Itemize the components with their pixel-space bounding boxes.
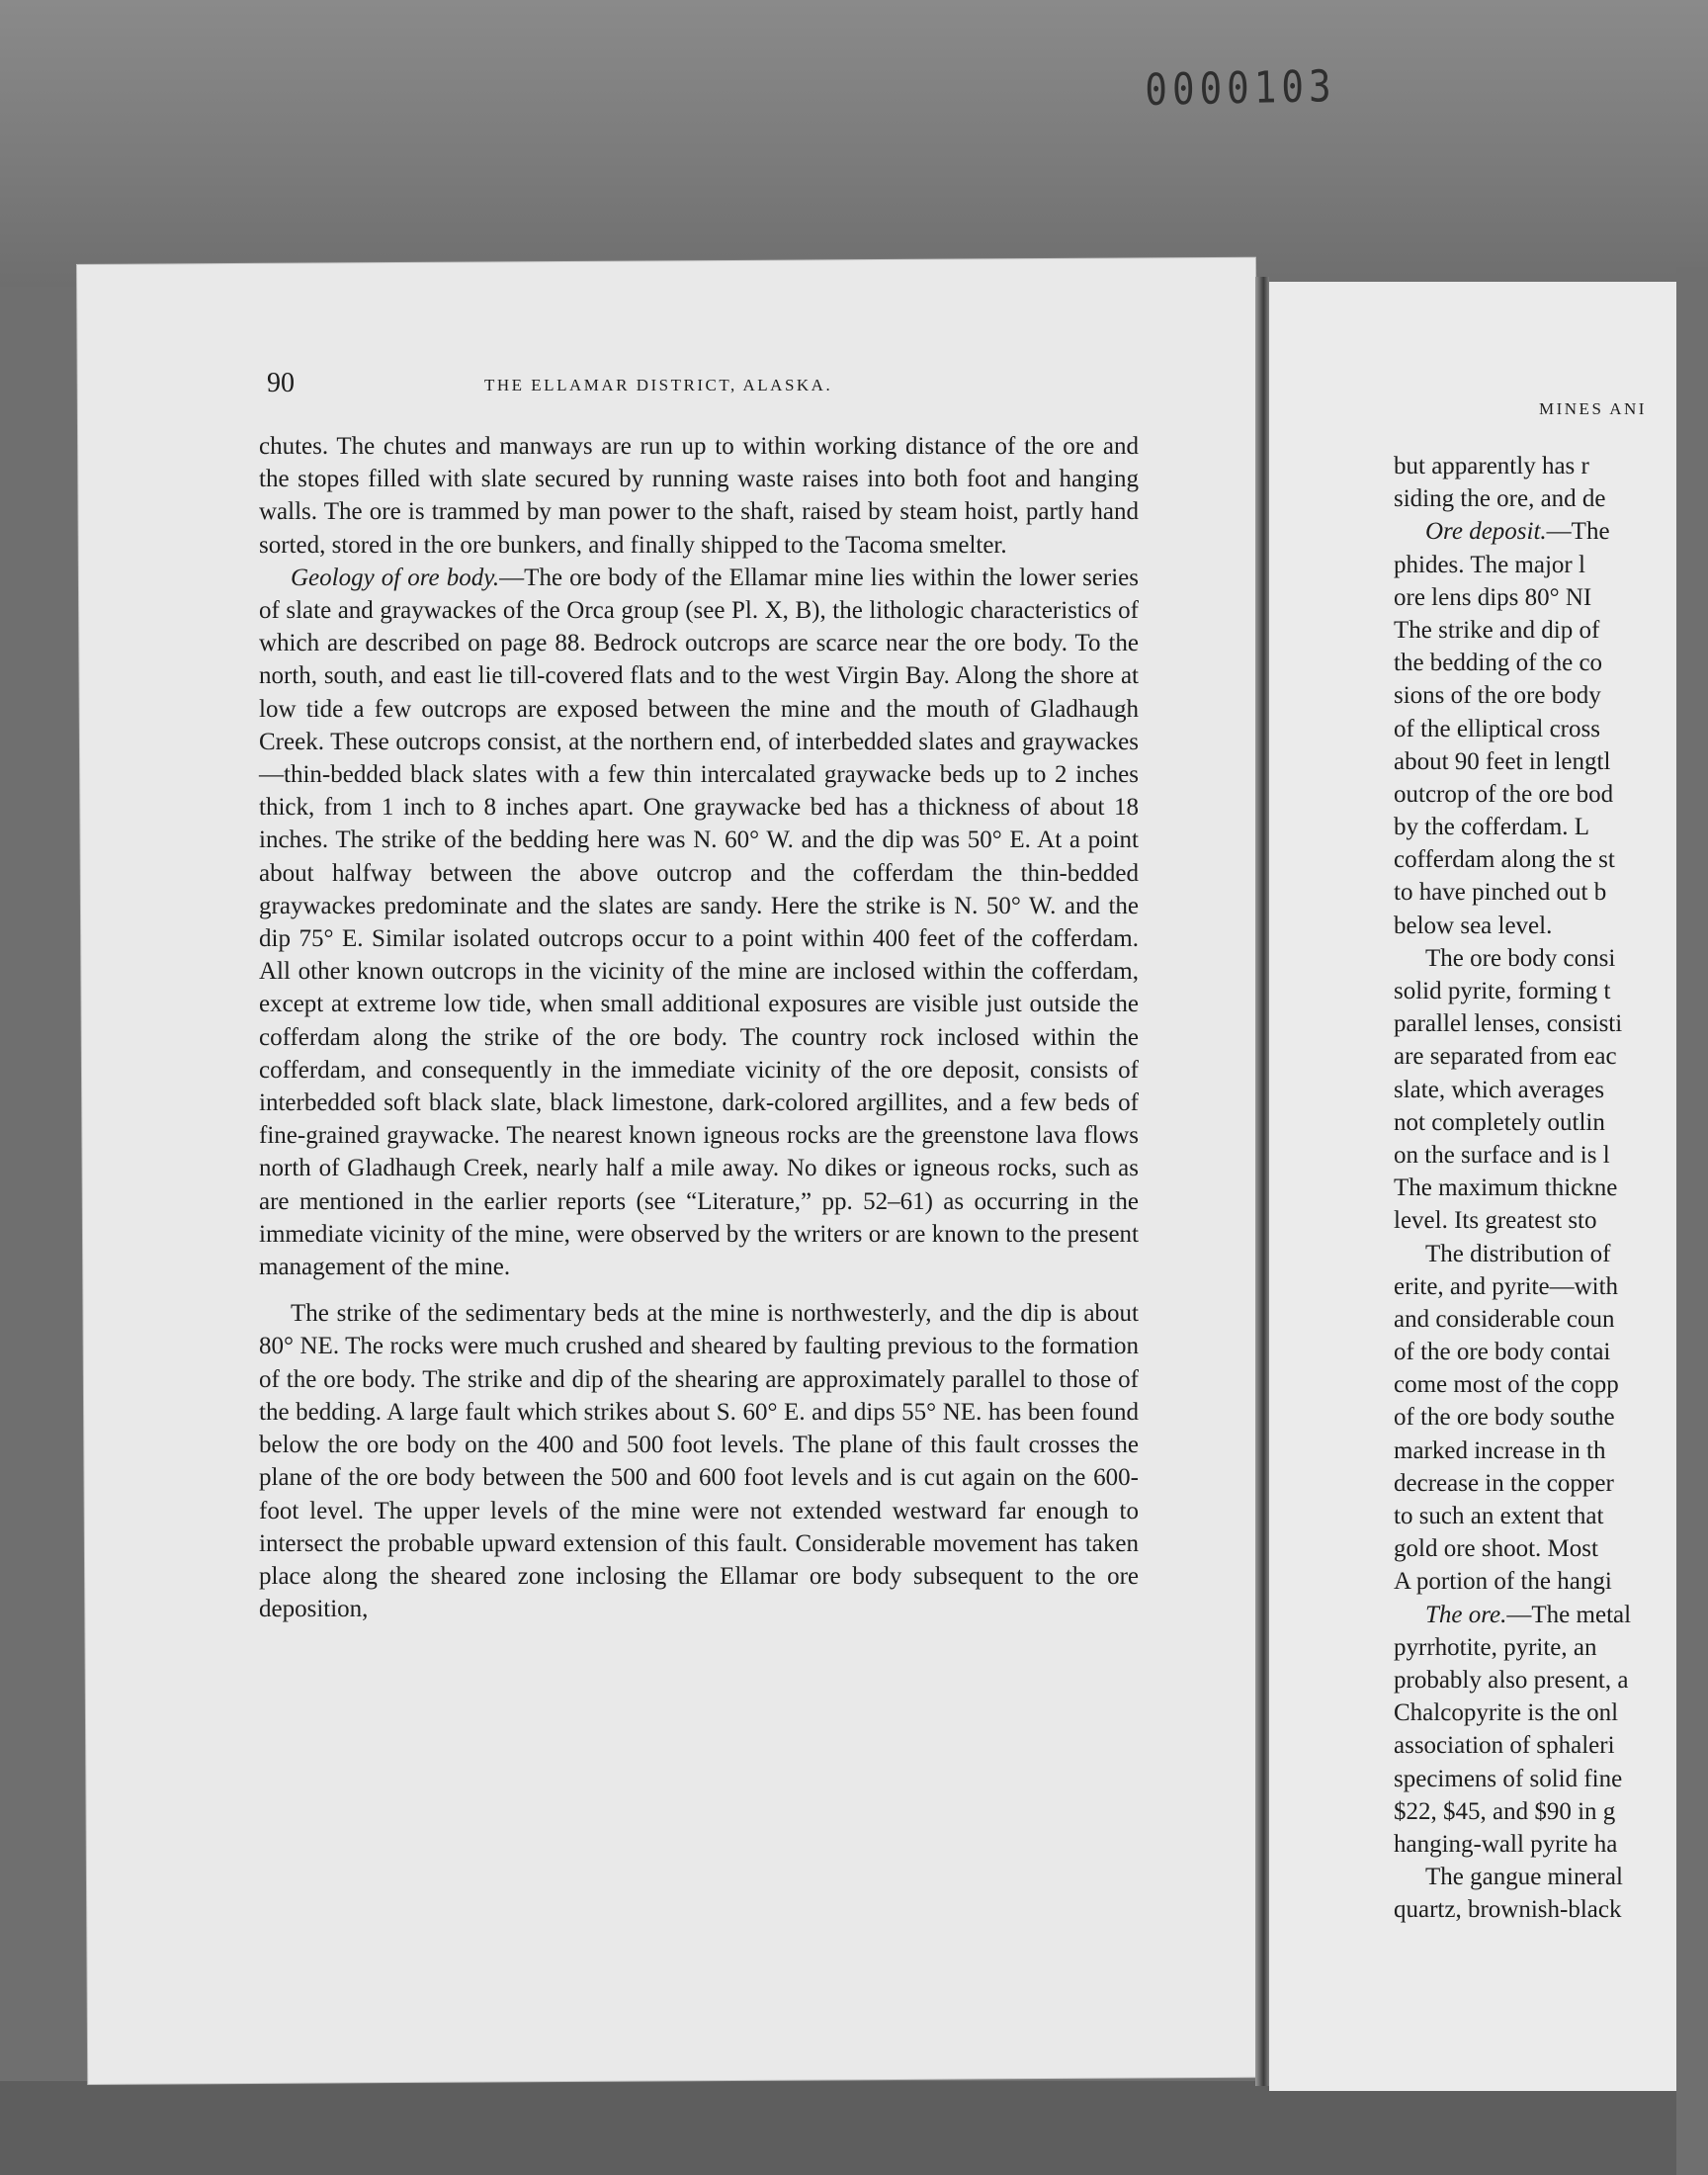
paragraph-3: The strike of the sedimentary beds at the mine is northwesterly, and the dip is about 80° NE. The rocks were much crushed and sheared by faulting previous to the formation of the ore body. The strike and dip of the shearing are approximately parallel to those of the bedding. A large fault which strikes about S. 60° E. and dips 55° NE. has been found below the ore body on the 400 and 500 foot levels. The plane of this fault crosses the plane of the ore body between the 500 and 600 foot levels and is cut again on the 600-foot level. The upper levels of the mine were not extended westward far enough to intersect the probable upward extension of this fault. Considerable movement has taken place along the sheared zone inclosing the Ellamar ore body subsequent to the ore deposition, <box>259 1300 1139 1623</box>
right-page-line: level. Its greatest sto <box>1394 1207 1597 1235</box>
right-page-line: A portion of the hangi <box>1394 1568 1612 1596</box>
right-page-line: cofferdam along the st <box>1394 846 1615 874</box>
right-page-line: $22, $45, and $90 in g <box>1394 1797 1616 1825</box>
paragraph-2: Geology of ore body.—The ore body of the Ellamar mine lies within the lower series of slate and graywackes of the Orca group (see Pl. X, B), the lithologic characteristics of which are described on page 88. Bedrock outcrops are scarce near the ore body. To the north, south, and east lie till-covered flats and to the west Virgin Bay. Along the shore at low tide a few outcrops are exposed between the mine and the mouth of Gladhaugh Creek. These outcrops consist, at the northern end, of interbedded slates and graywackes—thin-bedded black slates with a few thin intercalated graywacke beds up to 2 inches thick, from 1 inch to 8 inches apart. One graywacke bed has a thickness of about 18 inches. The strike of the bedding here was N. 60° W. and the dip was 50° E. At a point about halfway between the above outcrop and the cofferdam the thin-bedded graywackes predominate and the slates are sandy. Here the strike is N. 50° W. and the dip 75° E. Similar isolated outcrops occur to a point within 400 feet of the cofferdam. All other known outcrops in the vicinity of the mine are inclosed within the cofferdam, except at extreme low tide, when small additional exposures are visible just outside the cofferdam along the strike of the ore body. The country rock inclosed within the cofferdam, and consequently in the immediate vicinity of the ore deposit, consists of interbedded soft black slate, black limestone, dark-colored argillites, and a few beds of fine-grained graywacke. The nearest known igneous rocks are the greenstone lava flows north of Gladhaugh Creek, nearly half a mile away. No dikes or igneous rocks, such as are mentioned in the earlier reports (see “Literature,” pp. 52–61) as occurring in the immediate vicinity of the mine, were observed by the writers or are known to the present management of the mine. <box>259 564 1139 1281</box>
right-page-line: probably also present, a <box>1394 1666 1629 1694</box>
right-page-line: phides. The major l <box>1394 551 1585 578</box>
right-page-line: The gangue mineral <box>1425 1864 1623 1891</box>
right-page-line: siding the ore, and de <box>1394 485 1606 513</box>
right-page-line: The strike and dip of <box>1394 616 1600 644</box>
running-head-title: THE ELLAMAR DISTRICT, ALASKA. <box>484 376 833 394</box>
left-body-text <box>259 430 1139 1625</box>
right-page-line: ore lens dips 80° NI <box>1394 583 1592 611</box>
page-number: 90 <box>267 368 295 398</box>
right-page-line: Ore deposit.—The <box>1425 518 1610 546</box>
right-page-line: on the surface and is l <box>1394 1141 1610 1169</box>
right-page-line: parallel lenses, consisti <box>1394 1010 1623 1038</box>
right-page-line: The distribution of <box>1425 1240 1611 1267</box>
left-running-head <box>188 368 1137 403</box>
right-page-line: Chalcopyrite is the onl <box>1394 1699 1619 1727</box>
scan-edge <box>1676 267 1708 2175</box>
frame-number: 0000103 <box>1145 61 1337 116</box>
scan-background-bottom <box>0 2081 1708 2175</box>
right-body-text <box>1394 450 1708 1926</box>
right-page-line: sions of the ore body <box>1394 682 1601 710</box>
right-page-line: by the cofferdam. L <box>1394 814 1590 841</box>
right-page-line: are separated from eac <box>1394 1043 1617 1071</box>
right-page-line: decrease in the copper <box>1394 1469 1614 1497</box>
right-page-line: and considerable coun <box>1394 1305 1615 1333</box>
right-page-line: solid pyrite, forming t <box>1394 978 1611 1004</box>
right-page-line: to such an extent that <box>1394 1503 1604 1529</box>
right-page-line: hanging-wall pyrite ha <box>1394 1830 1618 1858</box>
paragraph-1: chutes. The chutes and manways are run up to within working distance of the ore and the stopes filled with slate secured by running waste raises into both foot and hanging walls. The ore is trammed by man power to the shaft, raised by steam hoist, partly hand sorted, stored in the ore bunkers, and finally shipped to the Tacoma smelter. <box>259 433 1139 559</box>
paragraph-lead: Geology of ore body. <box>291 564 500 591</box>
right-page-line: pyrrhotite, pyrite, an <box>1394 1633 1597 1661</box>
right-page-line: gold ore shoot. Most <box>1394 1535 1598 1563</box>
right-page-line: The ore body consi <box>1425 944 1616 972</box>
right-page-line: quartz, brownish-black <box>1394 1896 1622 1924</box>
right-page-line: below sea level. <box>1394 912 1553 939</box>
right-page-line: The maximum thickne <box>1394 1174 1618 1202</box>
right-page-line: specimens of solid fine <box>1394 1765 1623 1792</box>
right-page-line: but apparently has r <box>1394 453 1589 479</box>
right-page-line: the bedding of the co <box>1394 650 1603 677</box>
right-page-line: not completely outlin <box>1394 1108 1605 1136</box>
right-page-line: marked increase in th <box>1394 1436 1606 1464</box>
right-page-line: slate, which averages <box>1394 1076 1605 1103</box>
right-page-line: erite, and pyrite—with <box>1394 1272 1619 1300</box>
right-page-line: of the ore body southe <box>1394 1404 1615 1432</box>
right-running-head: MINES ANI <box>1539 399 1647 418</box>
right-page-line: of the ore body contai <box>1394 1339 1611 1366</box>
right-page-line: to have pinched out b <box>1394 879 1607 907</box>
right-page-line: of the elliptical cross <box>1394 715 1600 742</box>
right-page-line: come most of the copp <box>1394 1371 1619 1399</box>
right-page-line: outcrop of the ore bod <box>1394 780 1614 808</box>
right-page-line: about 90 feet in lengtl <box>1394 747 1611 775</box>
right-page-line: association of sphaleri <box>1394 1732 1615 1760</box>
book-gutter <box>1255 277 1269 2086</box>
scan-background-top <box>0 0 1708 287</box>
right-page-line: The ore.—The metal <box>1425 1601 1632 1628</box>
